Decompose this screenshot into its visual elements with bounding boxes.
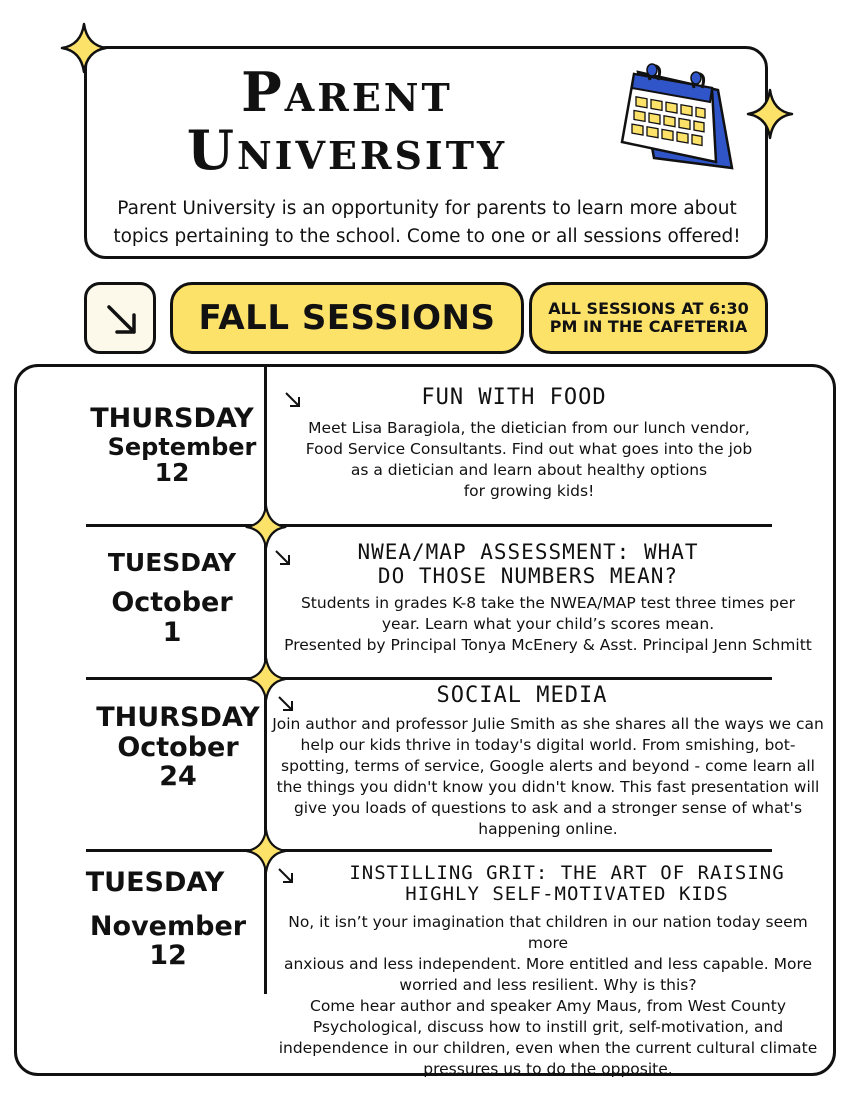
description-line: give you loads of questions to ask and a stronger sense of what's bbox=[293, 799, 803, 817]
session-title-line: NWEA/MAP ASSESSMENT: WHAT bbox=[357, 540, 699, 564]
session-date bbox=[88, 703, 268, 791]
description-line: happening online. bbox=[478, 820, 618, 838]
sparkle-icon bbox=[746, 88, 794, 140]
description-line: help our kids thrive in today's digital world. From smishing, bot- bbox=[300, 736, 796, 754]
description-line: Psychological, discuss how to instill grit, self-motivation, and bbox=[312, 1018, 784, 1036]
description-line: Students in grades K-8 take the NWEA/MAP test three times per bbox=[300, 594, 796, 612]
description-line: pressures us to do the opposite. bbox=[423, 1060, 673, 1078]
session-description bbox=[268, 714, 828, 840]
session-date bbox=[74, 868, 262, 970]
fall-sessions-banner: FALL SESSIONS bbox=[170, 282, 524, 354]
session-description bbox=[268, 912, 828, 1080]
description-line: anxious and less independent. More entitled and less capable. More bbox=[283, 955, 813, 973]
session-title bbox=[290, 684, 754, 708]
session-description bbox=[270, 418, 788, 502]
description-line: year. Learn what your child’s scores mean. bbox=[381, 615, 715, 633]
description-line: the things you didn't know you didn't know. This fast presentation will bbox=[276, 778, 820, 796]
session-month: October bbox=[117, 732, 239, 763]
sparkle-icon bbox=[60, 22, 108, 74]
description-line: Join author and professor Julie Smith as she shares all the ways we can bbox=[272, 715, 824, 733]
description-line: spotting, terms of service, Google alerts and beyond - come learn all bbox=[281, 757, 815, 775]
divider bbox=[86, 524, 772, 527]
session-description bbox=[270, 593, 826, 656]
arrow-button bbox=[84, 282, 156, 354]
description-line: Food Service Consultants. Find out what goes into the job bbox=[305, 440, 753, 458]
session-day: THURSDAY bbox=[90, 403, 254, 434]
session-title bbox=[286, 386, 742, 410]
title-line-2: University bbox=[186, 118, 508, 182]
session-title-line: INSTILLING GRIT: THE ART OF RAISING bbox=[349, 862, 785, 884]
session-title bbox=[296, 540, 760, 588]
arrow-down-right-icon bbox=[273, 548, 293, 568]
session-day-number: 1 bbox=[162, 617, 182, 648]
session-day-number: 12 bbox=[149, 940, 187, 971]
description-line: Meet Lisa Baragiola, the dietician from our lunch vendor, bbox=[308, 419, 750, 437]
description-line: worried and less resilient. Why is this? bbox=[399, 976, 697, 994]
description-line: as a dietician and learn about healthy options bbox=[350, 461, 708, 479]
intro-text bbox=[97, 195, 757, 251]
description-line: Presented by Principal Tonya McEnery & Asst. Principal Jenn Schmitt bbox=[284, 636, 812, 654]
session-day-number: 12 bbox=[154, 458, 190, 487]
divider bbox=[86, 677, 772, 680]
arrow-down-right-icon bbox=[276, 866, 296, 886]
divider bbox=[86, 849, 772, 852]
title-line-1: Parent bbox=[241, 60, 453, 124]
session-day: TUESDAY bbox=[107, 548, 237, 577]
session-date bbox=[78, 548, 266, 648]
arrow-down-right-icon bbox=[105, 303, 139, 337]
session-title-line: FUN WITH FOOD bbox=[421, 385, 607, 410]
sparkle-icon bbox=[244, 504, 288, 550]
session-date bbox=[78, 404, 266, 486]
intro-line-2: topics pertaining to the school. Come to one or all sessions offered! bbox=[113, 226, 741, 247]
page-title bbox=[87, 60, 607, 182]
calendar-icon bbox=[620, 62, 738, 174]
session-day-number: 24 bbox=[159, 761, 197, 792]
description-line: independence in our children, even when the current cultural climate bbox=[278, 1039, 818, 1057]
session-day: THURSDAY bbox=[96, 702, 260, 733]
description-line: No, it isn’t your imagination that children in our nation today seem more bbox=[288, 913, 808, 952]
session-time-badge: ALL SESSIONS AT 6:30 PM IN THE CAFETERIA bbox=[529, 282, 768, 354]
session-day: TUESDAY bbox=[85, 867, 225, 898]
description-line: for growing kids! bbox=[463, 482, 595, 500]
session-title-line: DO THOSE NUMBERS MEAN? bbox=[377, 564, 679, 588]
session-month: September bbox=[107, 433, 257, 461]
session-month: October bbox=[111, 587, 233, 618]
description-line: Come hear author and speaker Amy Maus, from West County bbox=[310, 997, 786, 1015]
session-title-line: HIGHLY SELF-MOTIVATED KIDS bbox=[405, 883, 729, 905]
session-title bbox=[326, 863, 808, 905]
intro-line-1: Parent University is an opportunity for parents to learn more about bbox=[117, 198, 737, 219]
session-month: November bbox=[89, 911, 247, 942]
session-title-line: SOCIAL MEDIA bbox=[436, 683, 608, 708]
